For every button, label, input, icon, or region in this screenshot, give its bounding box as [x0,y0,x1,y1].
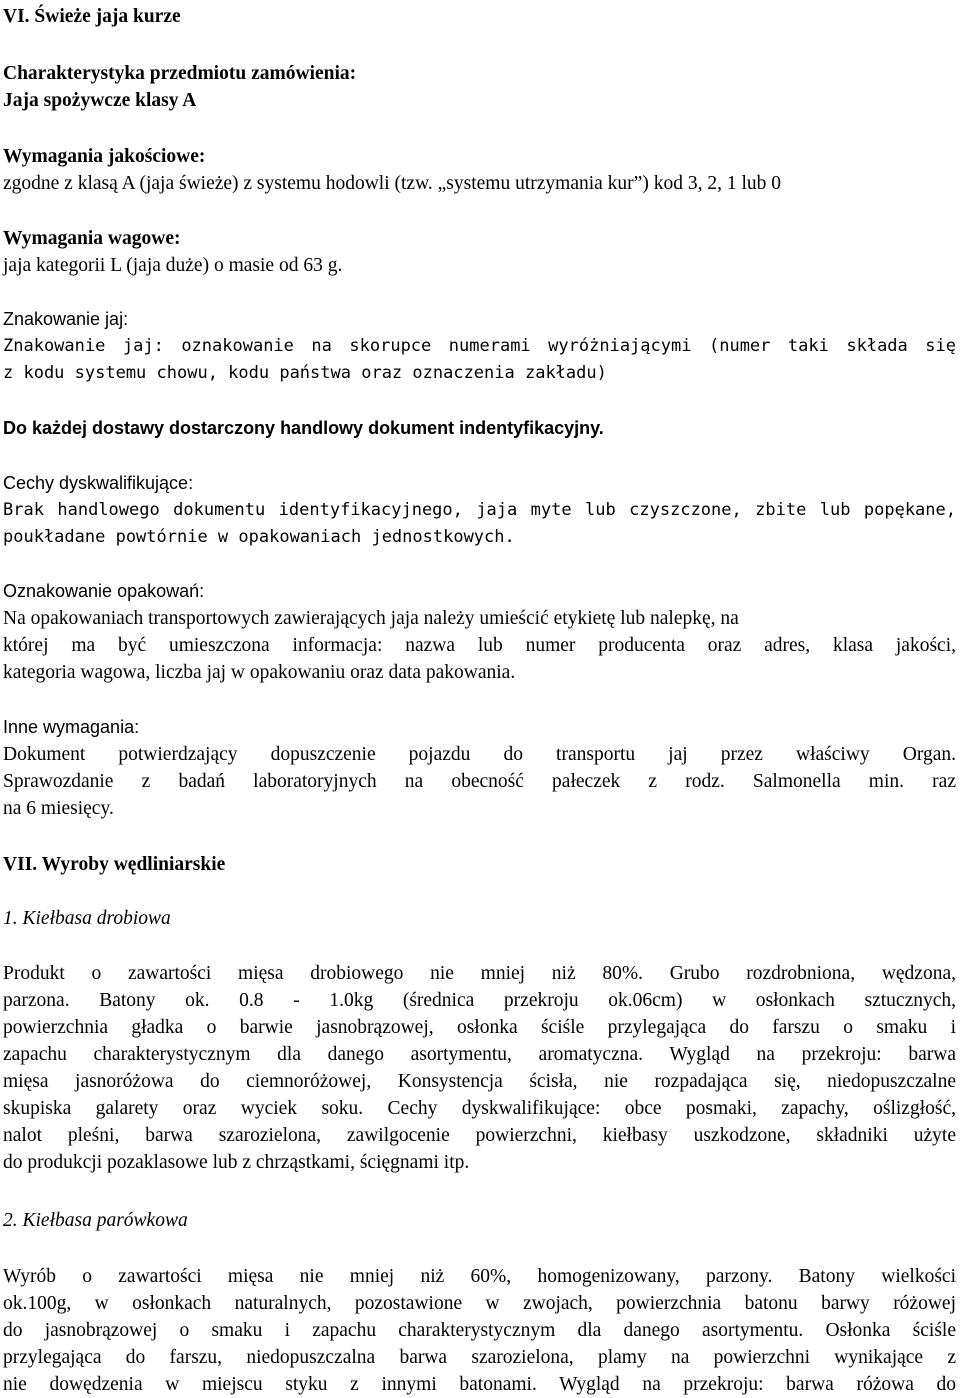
item-1-line: skupiska galarety oraz wyciek soku. Cechy dyskwalifikujące: obce posmaki, zapachy, oślizgłość, [3,1098,956,1119]
packaging-label: Oznakowanie opakowań: [3,581,205,601]
disqualifying-line: Brak handlowego dokumentu identyfikacyjnego, jaja myte lub czyszczone, zbite lub popękane, [3,500,956,520]
item-1-line: nalot pleśni, barwa szarozielona, zawilgocenie powierzchni, kiełbasy uszkodzone, składniki użyte [3,1125,956,1146]
other-requirements-label: Inne wymagania: [3,717,140,737]
delivery-note: Do każdej dostawy dostarczony handlowy dokument indentyfikacyjny. [3,418,604,438]
marking-label: Znakowanie jaj: [3,309,129,329]
marking-line: z kodu systemu chowu, kodu państwa oraz oznaczenia zakładu) [3,363,607,383]
item-1-description [3,960,956,1176]
item-2-title: 2. Kiełbasa parówkowa [3,1210,188,1231]
item-1-title: 1. Kiełbasa drobiowa [3,908,171,929]
item-2-line: ok.100g, w osłonkach naturalnych, pozostawione w zwojach, powierzchnia batonu barwy różowej [3,1293,956,1314]
characteristic-value: Jaja spożywcze klasy A [3,90,197,111]
item-1-line: parzona. Batony ok. 0.8 - 1.0kg (średnica przekroju ok.06cm) w osłonkach sztucznych, [3,990,956,1011]
disqualifying-label: Cechy dyskwalifikujące: [3,473,194,493]
marking-line: Znakowanie jaj: oznakowanie na skorupce numerami wyróżniającymi (numer taki składa się [3,336,956,356]
packaging-line: której ma być umieszczona informacja: nazwa lub numer producenta oraz adres, klasa jakości, [3,635,956,656]
other-requirements-line: na 6 miesięcy. [3,798,114,819]
item-1-line: zapachu charakterystycznym dla danego asortymentu, aromatyczna. Wygląd na przekroju: barwa [3,1044,956,1065]
item-1-line: Produkt o zawartości mięsa drobiowego nie mniej niż 80%. Grubo rozdrobniona, wędzona, [3,963,956,984]
packaging-line: Na opakowaniach transportowych zawierających jaja należy umieścić etykietę lub nalepkę, na [3,608,739,629]
item-1-line: do produkcji pozaklasowe lub z chrząstkami, ścięgnami itp. [3,1152,470,1173]
item-2-line: do jasnobrązowej o smaku i zapachu charakterystycznym dla danego asortymentu. Osłonka ściśle [3,1320,956,1341]
item-2-line: przylegająca do farszu, niedopuszczalna barwa szarozielona, plamy na powierzchni wynikające z [3,1347,956,1368]
packaging-line: kategoria wagowa, liczba jaj w opakowaniu oraz data pakowania. [3,662,516,683]
other-requirements-text [3,741,956,822]
characteristic-label: Charakterystyka przedmiotu zamówienia: [3,63,357,84]
section-6-heading: VI. Świeże jaja kurze [3,6,181,27]
item-1-line: powierzchnia gładka o barwie jasnobrązowej, osłonka ściśle przylegająca do farszu o smaku i [3,1017,956,1038]
weight-label: Wymagania wagowe: [3,228,181,249]
packaging-text [3,605,956,686]
quality-label: Wymagania jakościowe: [3,146,206,167]
item-2-description [3,1263,956,1398]
item-1-line: mięsa jasnoróżowa do ciemnoróżowej, Konsystencja ścisła, nie rozpadająca się, niedopuszczalne [3,1071,956,1092]
marking-text [3,333,956,387]
disqualifying-text [3,497,956,551]
disqualifying-line: poukładane powtórnie w opakowaniach jednostkowych. [3,527,515,547]
quality-value: zgodne z klasą A (jaja świeże) z systemu hodowli (tzw. „systemu utrzymania kur”) kod 3, 2, 1 lub 0 [3,173,781,194]
other-requirements-line: Dokument potwierdzający dopuszczenie pojazdu do transportu jaj przez właściwy Organ. [3,744,956,765]
weight-value: jaja kategorii L (jaja duże) o masie od 63 g. [3,255,343,276]
section-7-heading: VII. Wyroby wędliniarskie [3,854,226,875]
other-requirements-line: Sprawozdanie z badań laboratoryjnych na obecność pałeczek z rodz. Salmonella min. raz [3,771,956,792]
item-2-line: nie dowędzenia w miejscu styku z innymi batonami. Wygląd na przekroju: barwa różowa do [3,1374,956,1395]
item-2-line: Wyrób o zawartości mięsa nie mniej niż 60%, homogenizowany, parzony. Batony wielkości [3,1266,956,1287]
